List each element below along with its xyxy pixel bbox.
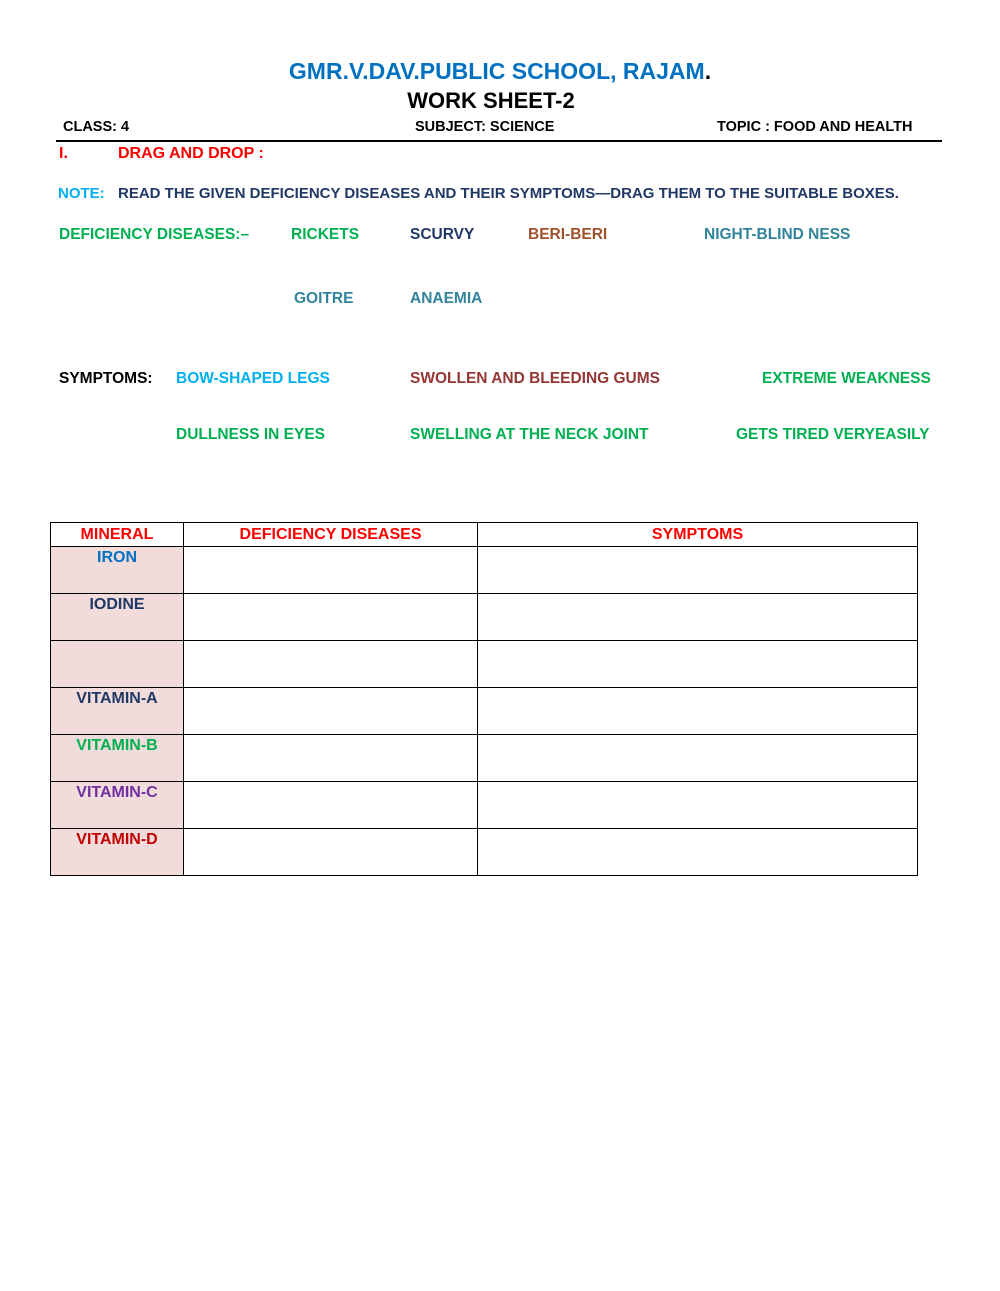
- section-title: DRAG AND DROP :: [118, 145, 264, 162]
- mineral-cell: VITAMIN-C: [51, 782, 184, 829]
- mineral-cell: IODINE: [51, 594, 184, 641]
- symptom-chip-bow-shaped-legs[interactable]: BOW-SHAPED LEGS: [176, 370, 330, 387]
- table-header-row: [51, 523, 918, 547]
- disease-drop-box[interactable]: [184, 829, 478, 876]
- col-header-mineral: MINERAL: [51, 523, 184, 547]
- symptom-chip-gets-tired[interactable]: GETS TIRED VERYEASILY: [736, 426, 930, 443]
- symptom-drop-box[interactable]: [478, 688, 918, 735]
- symptom-drop-box[interactable]: [478, 782, 918, 829]
- symptom-drop-box[interactable]: [478, 641, 918, 688]
- symptom-drop-box[interactable]: [478, 594, 918, 641]
- symptom-chip-bleeding-gums[interactable]: SWOLLEN AND BLEEDING GUMS: [410, 370, 661, 387]
- school-name-dot: .: [704, 58, 712, 84]
- disease-chip-anaemia[interactable]: ANAEMIA: [410, 290, 483, 307]
- col-header-symptoms: SYMPTOMS: [478, 523, 918, 547]
- answer-table: [50, 522, 918, 876]
- section-number: I.: [59, 145, 68, 162]
- table-row: [51, 829, 918, 876]
- table-row: [51, 594, 918, 641]
- worksheet-title: WORK SHEET-2: [407, 88, 575, 113]
- symptom-chip-extreme-weakness[interactable]: EXTREME WEAKNESS: [762, 370, 931, 387]
- symptom-chip-dullness-in-eyes[interactable]: DULLNESS IN EYES: [176, 426, 325, 443]
- disease-drop-box[interactable]: [184, 688, 478, 735]
- school-name: [0, 58, 1000, 85]
- disease-chip-rickets[interactable]: RICKETS: [291, 226, 360, 243]
- header-divider: [56, 140, 942, 142]
- disease-drop-box[interactable]: [184, 547, 478, 594]
- mineral-cell: VITAMIN-A: [51, 688, 184, 735]
- subject-label: SUBJECT: SCIENCE: [415, 119, 555, 135]
- topic-label: TOPIC : FOOD AND HEALTH: [717, 119, 913, 135]
- disease-chip-goitre[interactable]: GOITRE: [294, 290, 354, 307]
- symptom-drop-box[interactable]: [478, 829, 918, 876]
- symptoms-label: SYMPTOMS:: [59, 370, 153, 387]
- disease-chip-beri-beri[interactable]: BERI-BERI: [528, 226, 608, 243]
- symptom-chip-neck-swelling[interactable]: SWELLING AT THE NECK JOINT: [410, 426, 649, 443]
- disease-chip-night-blindness[interactable]: NIGHT-BLIND NESS: [704, 226, 851, 243]
- class-label: CLASS: 4: [63, 119, 130, 135]
- disease-drop-box[interactable]: [184, 782, 478, 829]
- mineral-cell: [51, 641, 184, 688]
- disease-drop-box[interactable]: [184, 641, 478, 688]
- table-row: [51, 782, 918, 829]
- table-row: [51, 735, 918, 782]
- disease-chip-scurvy[interactable]: SCURVY: [410, 226, 475, 243]
- table-row: [51, 688, 918, 735]
- table-row: [51, 547, 918, 594]
- mineral-cell: VITAMIN-B: [51, 735, 184, 782]
- symptom-drop-box[interactable]: [478, 547, 918, 594]
- mineral-cell: IRON: [51, 547, 184, 594]
- col-header-deficiency-diseases: DEFICIENCY DISEASES: [184, 523, 478, 547]
- table-row: [51, 641, 918, 688]
- note-label: NOTE:: [58, 185, 105, 202]
- diseases-label: DEFICIENCY DISEASES:–: [59, 226, 250, 243]
- note-text: READ THE GIVEN DEFICIENCY DISEASES AND THEIR SYMPTOMS—DRAG THEM TO THE SUITABLE BOXES.: [118, 185, 899, 202]
- disease-drop-box[interactable]: [184, 735, 478, 782]
- disease-drop-box[interactable]: [184, 594, 478, 641]
- mineral-cell: VITAMIN-D: [51, 829, 184, 876]
- school-name-text: GMR.V.DAV.PUBLIC SCHOOL, RAJAM: [288, 58, 705, 84]
- symptom-drop-box[interactable]: [478, 735, 918, 782]
